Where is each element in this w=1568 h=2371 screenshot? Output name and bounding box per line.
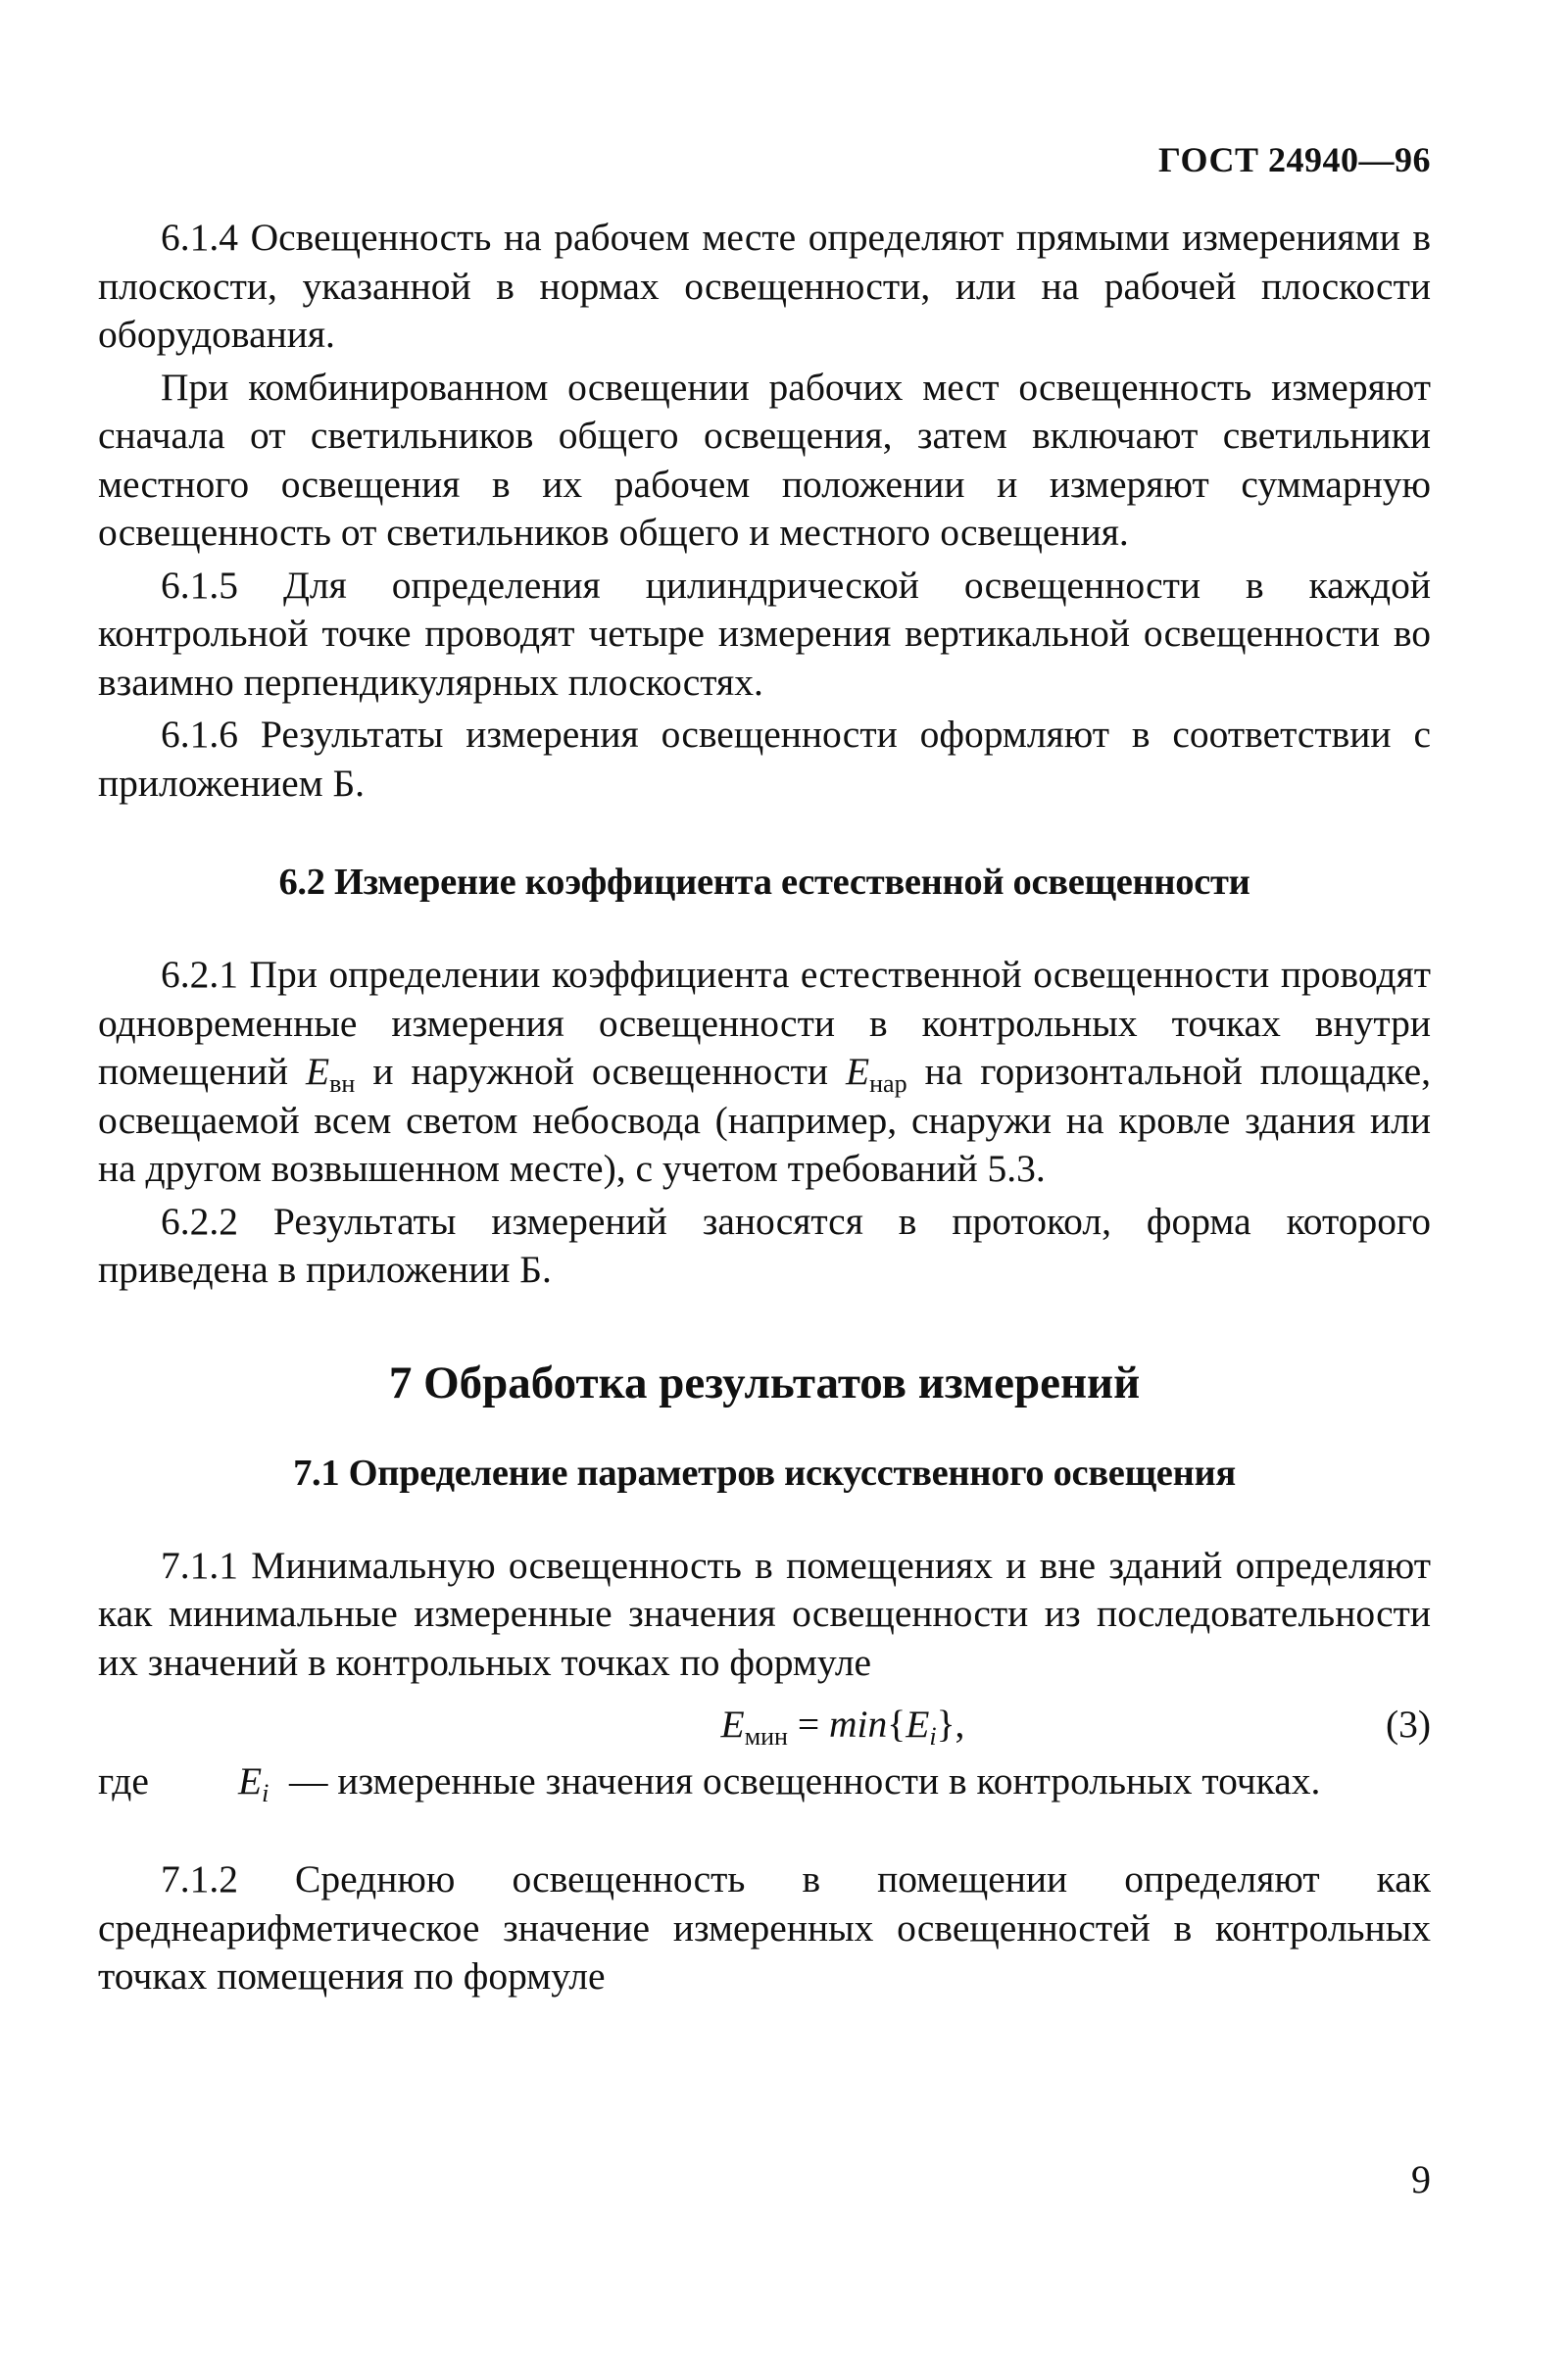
paragraph-combined-lighting: При комбинированном освещении рабочих мест освещенность измеряют сначала от светильников общего освещения, затем включают светильники местного освещения в их рабочем положении и измеряют суммарную освещенность от светильников общего и местного освещения. bbox=[98, 365, 1431, 554]
formula-open-brace: { bbox=[887, 1703, 906, 1746]
paragraph-7-1-2: 7.1.2 Среднюю освещенность в помещении определяют как среднеарифметическое значение измеренных освещенностей в контрольных точках помещения по формуле bbox=[98, 1857, 1431, 1998]
document-body bbox=[98, 214, 1431, 2005]
paragraph-6-2-1 bbox=[98, 951, 1431, 1194]
paragraph-6-1-5: 6.1.5 Для определения цилиндрической освещенности в каждой контрольной точке проводят четыре измерения вертикальной освещенности во взаимно перпендикулярных плоскостях. bbox=[98, 563, 1431, 704]
where-description: — измеренные значения освещенности в контрольных точках. bbox=[289, 1759, 1321, 1803]
symbol-e-outer: E bbox=[846, 1050, 870, 1093]
where-symbol-subscript: i bbox=[262, 1779, 270, 1807]
subscript-outer: нар bbox=[869, 1069, 907, 1098]
where-symbol bbox=[238, 1757, 269, 1806]
page-header: ГОСТ 24940—96 bbox=[1158, 140, 1431, 179]
paragraph-7-1-1: 7.1.1 Минимальную освещенность в помещениях и вне зданий определяют как минимальные измеренные значения освещенности из последовательности их значений в контрольных точках по формуле bbox=[98, 1543, 1431, 1684]
heading-7-1: 7.1 Определение параметров искусственного освещения bbox=[293, 1452, 1236, 1494]
formula-equals: = bbox=[787, 1703, 829, 1746]
formula-3-number: (3) bbox=[1385, 1703, 1431, 1746]
formula-lhs-symbol: E bbox=[720, 1703, 745, 1746]
where-label: где bbox=[98, 1759, 149, 1803]
formula-arg-subscript: i bbox=[929, 1722, 937, 1751]
page-number: 9 bbox=[1411, 2157, 1431, 2201]
formula-arg-symbol: E bbox=[906, 1703, 930, 1746]
symbol-e-inner: E bbox=[306, 1050, 330, 1093]
formula-function: min bbox=[829, 1703, 888, 1746]
where-symbol-letter: E bbox=[238, 1759, 263, 1803]
paragraph-6-2-1-part-b: и наружной освещенности bbox=[355, 1050, 846, 1093]
paragraph-6-2-2: 6.2.2 Результаты измерений заносятся в протокол, форма которого приведена в приложении Б. bbox=[98, 1199, 1431, 1291]
paragraph-6-1-6: 6.1.6 Результаты измерения освещенности оформляют в соответствии с приложением Б. bbox=[98, 713, 1431, 805]
paragraph-6-2-1-part-c: на горизонтальной площадке, освещаемой всем светом небосвода (например, снаружи на кровле здания или на другом возвышенном месте), с учетом требований 5.3. bbox=[98, 1050, 1431, 1190]
formula-lhs-subscript: мин bbox=[744, 1722, 788, 1751]
formula-3-expression bbox=[98, 1697, 1431, 1752]
heading-section-7: 7 Обработка результатов измерений bbox=[388, 1357, 1141, 1408]
formula-close-brace: }, bbox=[936, 1703, 965, 1746]
paragraph-6-2-1-part-a: 6.2.1 При определении коэффициента естественной освещенности проводят одновременные измерения освещенности в контрольных точках внутри помещений bbox=[98, 953, 1431, 1093]
paragraph-6-1-4: 6.1.4 Освещенность на рабочем месте определяют прямыми измерениями в плоскости, указанной в нормах освещенности, или на рабочей плоскости оборудования. bbox=[98, 216, 1431, 356]
formula-3-where-block bbox=[98, 1757, 1431, 1855]
subscript-inner: вн bbox=[329, 1069, 356, 1098]
heading-6-2: 6.2 Измерение коэффициента естественной освещенности bbox=[278, 862, 1250, 903]
formula-3 bbox=[98, 1697, 1431, 1752]
